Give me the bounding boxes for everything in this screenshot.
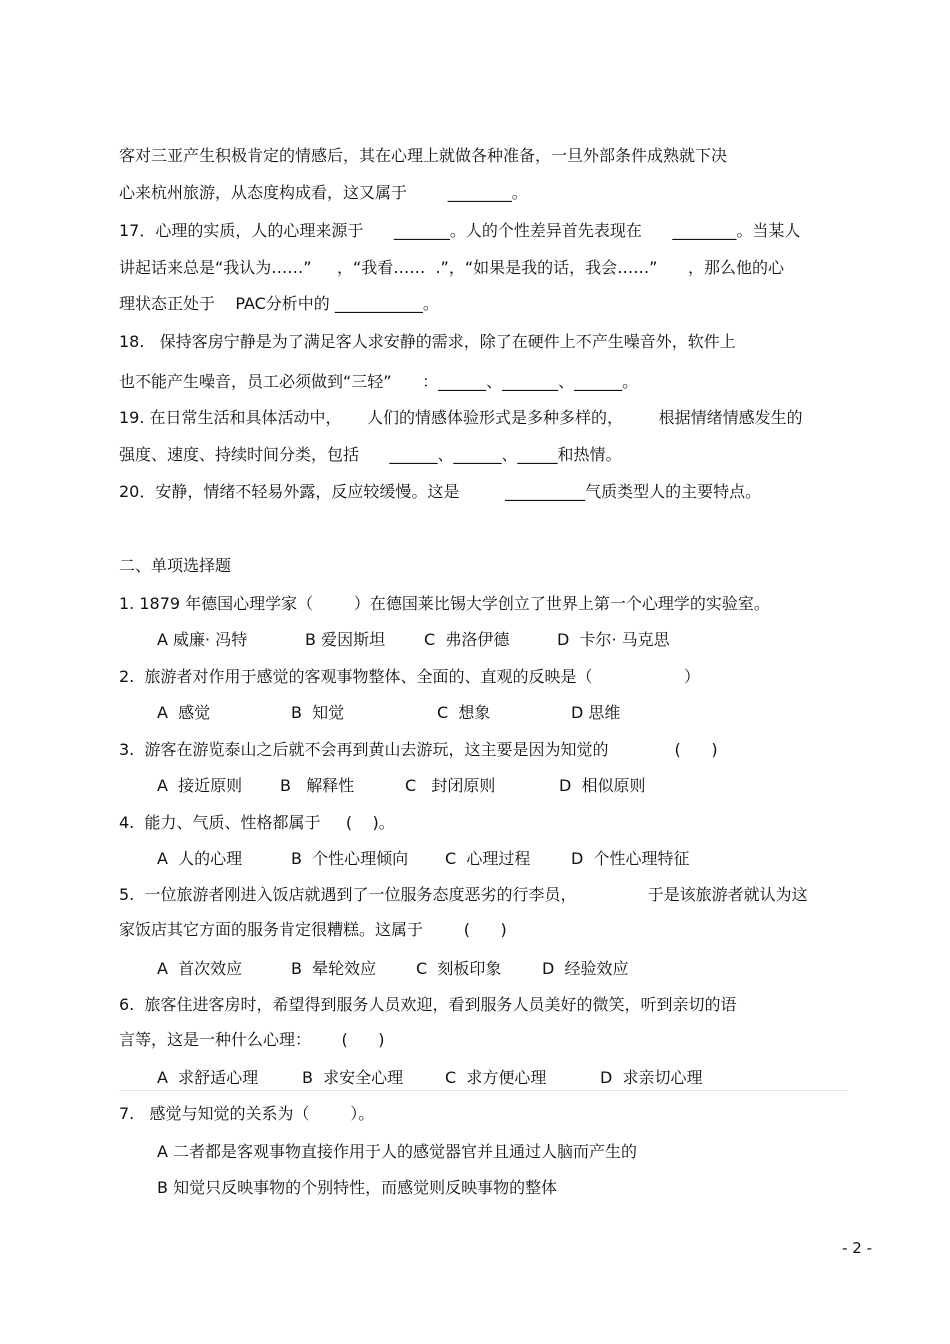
question-5-stem: 5. 一位旅游者刚进入饭店就遇到了一位服务态度恶劣的行李员， 于是该旅游者就认为这 [119, 885, 808, 904]
option-d: D 思维 [571, 703, 621, 722]
option-d: D 经验效应 [542, 959, 629, 978]
question-17-line-2: 讲起话来总是“我认为……” ，“我看…… .”，“如果是我的话，我会……” ，那么他的心 [119, 258, 784, 277]
question-19-line-1: 19. 在日常生活和具体活动中， 人们的情感体验形式是多种多样的， 根据情绪情感发生的 [119, 408, 803, 427]
option-c: C 弗洛伊德 [424, 630, 510, 649]
text-line: 客对三亚产生积极肯定的情感后，其在心理上就做各种准备，一旦外部条件成熟就下决 [119, 146, 728, 165]
option-b: B 爱因斯坦 [305, 630, 386, 649]
option-a: A 接近原则 [157, 776, 243, 795]
option-c: C 封闭原则 [405, 776, 496, 795]
option-b: B 求安全心理 [302, 1068, 404, 1087]
option-a: A 人的心理 [157, 849, 243, 868]
option-a: A 求舒适心理 [157, 1068, 259, 1087]
option-d: D 求亲切心理 [600, 1068, 703, 1087]
option-c: C 心理过程 [445, 849, 531, 868]
question-19-line-2: 强度、速度、持续时间分类，包括 ______、______、_____和热情。 [119, 445, 622, 464]
option-b: B 个性心理倾向 [291, 849, 409, 868]
divider [119, 1090, 848, 1091]
question-17-line-3: 理状态正处于 PAC分析中的 ___________。 [119, 294, 439, 313]
option-b: B 知觉只反映事物的个别特性，而感觉则反映事物的整体 [157, 1178, 558, 1197]
option-b: B 知觉 [291, 703, 345, 722]
question-6-stem: 6. 旅客住进客房时，希望得到服务人员欢迎，看到服务人员美好的微笑，听到亲切的语 [119, 995, 737, 1014]
text-line: 心来杭州旅游，从态度构成看，这又属于 ________。 [119, 183, 528, 202]
option-d: D 个性心理特征 [571, 849, 690, 868]
question-18-line-2: 也不能产生噪音，员工必须做到“三轻” ：______、_______、______。 [119, 372, 639, 391]
option-d: D 相似原则 [559, 776, 646, 795]
question-7-stem: 7. 感觉与知觉的关系为（ ）。 [119, 1104, 375, 1123]
option-c: C 想象 [437, 703, 491, 722]
section-title: 二、单项选择题 [119, 556, 232, 575]
option-c: C 刻板印象 [416, 959, 502, 978]
question-17-line-1: 17．心理的实质，人的心理来源于 _______。人的个性差异首先表现在 ________。当某人 [119, 221, 801, 240]
question-3-stem: 3. 游客在游览泰山之后就不会再到黄山去游玩，这主要是因为知觉的 ( ) [119, 740, 718, 759]
option-a: A 感觉 [157, 703, 211, 722]
question-20: 20．安静，情绪不轻易外露，反应较缓慢。这是 __________气质类型人的主要特点。 [119, 482, 762, 501]
question-2-stem: 2. 旅游者对作用于感觉的客观事物整体、全面的、直观的反映是（ ） [119, 667, 700, 686]
option-a: A 首次效应 [157, 959, 243, 978]
question-4-stem: 4. 能力、气质、性格都属于 ( )。 [119, 813, 395, 832]
option-a: A 二者都是客观事物直接作用于人的感觉器官并且通过人脑而产生的 [157, 1142, 638, 1161]
question-18-line-1: 18. 保持客房宁静是为了满足客人求安静的需求，除了在硬件上不产生噪音外，软件上 [119, 332, 736, 351]
option-b: B 晕轮效应 [291, 959, 377, 978]
option-b: B 解释性 [280, 776, 355, 795]
page-number: - 2 - [842, 1239, 872, 1257]
question-1-stem: 1. 1879 年德国心理学家（ ）在德国莱比锡大学创立了世界上第一个心理学的实验室。 [119, 594, 770, 613]
option-a: A 威廉· 冯特 [157, 630, 248, 649]
option-d: D 卡尔· 马克思 [557, 630, 670, 649]
option-c: C 求方便心理 [445, 1068, 547, 1087]
question-6-stem-cont: 言等，这是一种什么心理： ( ) [119, 1030, 385, 1049]
question-5-stem-cont: 家饭店其它方面的服务肯定很糟糕。这属于 ( ) [119, 920, 507, 939]
